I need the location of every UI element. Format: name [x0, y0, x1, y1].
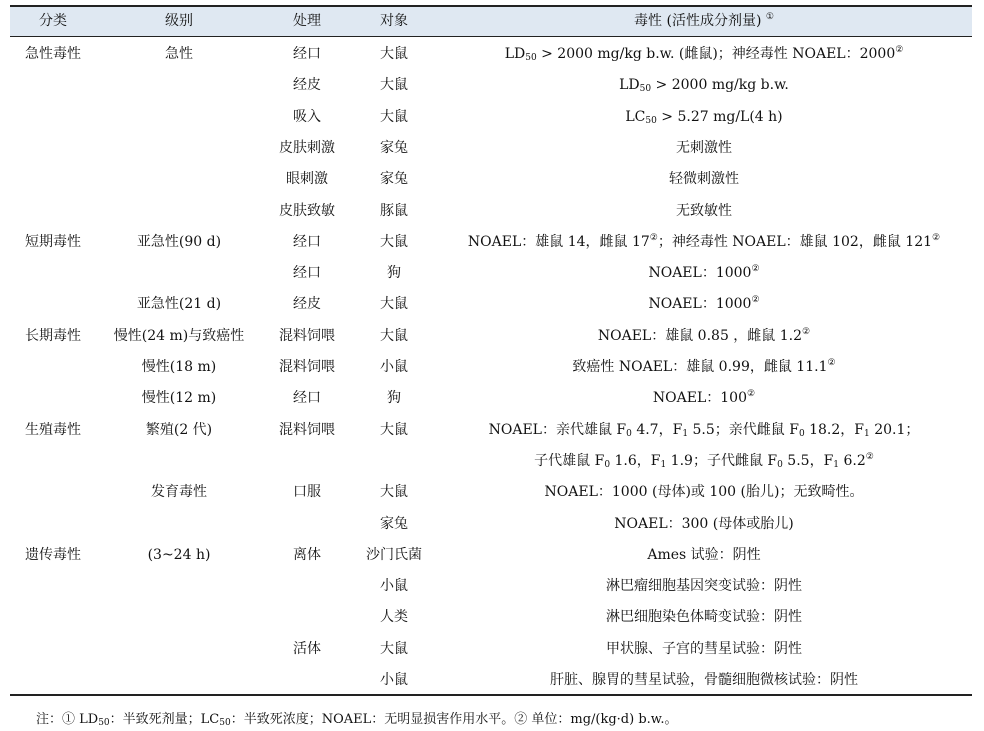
cell-toxicity: 肝脏、腺胃的彗星试验，骨髓细胞微核试验：阴性 [550, 672, 858, 688]
cell-subject: 人类 [380, 609, 408, 625]
table-top-rule [10, 5, 972, 7]
cell-treatment: 混料饲喂 [279, 422, 335, 438]
cell-treatment: 活体 [293, 641, 321, 657]
header-toxicity [436, 12, 972, 30]
cell-level: 亚急性(90 d) [136, 234, 222, 250]
cell-subject: 大鼠 [380, 328, 408, 344]
table-footnote: 注：① $LD_{50}$：半致死剂量；$LC_{50}$：半致死浓度；NOAEL：无明显损害作用水平。② 单位：mg/(kg·d) b.w.。 [36, 712, 678, 728]
cell-subject: 大鼠 [380, 77, 408, 93]
cell-treatment: 离体 [293, 547, 321, 563]
cell-subject: 大鼠 [380, 422, 408, 438]
cell-treatment: 皮肤致敏 [279, 203, 335, 219]
cell-subject: 大鼠 [380, 296, 408, 312]
cell-subject: 大鼠 [380, 484, 408, 500]
cell-subject: 大鼠 [380, 46, 408, 62]
cell-toxicity: 淋巴瘤细胞基因突变试验：阴性 [606, 578, 802, 594]
cell-subject: 大鼠 [380, 641, 408, 657]
header-subject: 对象 [380, 13, 408, 29]
cell-toxicity: NOAEL：300 (母体或胎儿) [614, 516, 794, 532]
cell-category: 急性毒性 [25, 46, 81, 62]
cell-toxicity: NOAEL：雄鼠 14，雌鼠 17②；神经毒性 NOAEL：雄鼠 102，雌鼠 121② [467, 233, 941, 250]
header-toxicity-label: 毒性 (活性成分剂量) [634, 13, 762, 29]
cell-level: 慢性(24 m)与致癌性 [113, 328, 245, 344]
cell-level: (3~24 h) [147, 547, 211, 563]
cell-toxicity: 无致敏性 [676, 203, 732, 219]
cell-subject: 家兔 [380, 516, 408, 532]
header-treatment: 处理 [293, 13, 321, 29]
cell-treatment: 皮肤刺激 [279, 140, 335, 156]
cell-level: 繁殖(2 代) [145, 422, 213, 438]
cell-subject: 小鼠 [380, 672, 408, 688]
cell-subject: 狗 [387, 265, 401, 281]
cell-level: 发育毒性 [151, 484, 207, 500]
cell-treatment: 混料饲喂 [279, 359, 335, 375]
cell-toxicity: NOAEL：1000 (母体)或 100 (胎儿)；无致畸性。 [544, 484, 864, 500]
cell-subject: 小鼠 [380, 578, 408, 594]
cell-level: 慢性(18 m) [141, 359, 217, 375]
cell-treatment: 口服 [293, 484, 321, 500]
cell-toxicity: 轻微刺激性 [669, 171, 739, 187]
cell-toxicity: NOAEL：雄鼠 0.85 ，雌鼠 1.2② [597, 327, 811, 344]
header-level: 级别 [165, 13, 193, 29]
header-footnote-mark: ① [765, 12, 774, 22]
header-category: 分类 [39, 13, 67, 29]
cell-treatment: 眼刺激 [286, 171, 328, 187]
cell-toxicity: $LD_{50} > 2000$ mg/kg b.w. (雌鼠)；神经毒性 NOAEL：2000② [504, 45, 904, 63]
cell-treatment: 经口 [293, 265, 321, 281]
cell-subject: 豚鼠 [380, 203, 408, 219]
cell-toxicity: NOAEL：1000② [648, 264, 760, 281]
cell-toxicity: $LC_{50} > 5.27$ mg/L(4 h) [625, 109, 783, 126]
cell-toxicity: NOAEL：1000② [648, 295, 760, 312]
cell-subject: 狗 [387, 390, 401, 406]
cell-treatment: 混料饲喂 [279, 328, 335, 344]
table-header-rule [10, 36, 972, 37]
cell-toxicity: 淋巴细胞染色体畸变试验：阴性 [606, 609, 802, 625]
cell-subject: 家兔 [380, 171, 408, 187]
cell-category: 长期毒性 [25, 328, 81, 344]
cell-subject: 家兔 [380, 140, 408, 156]
cell-category: 短期毒性 [25, 234, 81, 250]
cell-level: 急性 [165, 46, 193, 62]
table-bottom-rule [10, 694, 972, 696]
cell-toxicity: NOAEL：100② [652, 389, 756, 406]
cell-toxicity: NOAEL：亲代雄鼠 $F_0$ 4.7，$F_1$ 5.5；亲代雌鼠 $F_0$ 18.2，$F_1$ 20.1； [488, 422, 920, 439]
cell-subject: 小鼠 [380, 359, 408, 375]
cell-toxicity: 无刺激性 [676, 140, 732, 156]
cell-treatment: 经皮 [293, 296, 321, 312]
cell-toxicity: 子代雄鼠 $F_0$ 1.6，$F_1$ 1.9；子代雌鼠 $F_0$ 5.5，$F_1$ 6.2② [534, 452, 874, 470]
cell-treatment: 吸入 [293, 109, 321, 125]
cell-subject: 大鼠 [380, 234, 408, 250]
cell-treatment: 经口 [293, 234, 321, 250]
cell-treatment: 经口 [293, 390, 321, 406]
cell-subject: 沙门氏菌 [366, 547, 422, 563]
cell-toxicity: $LD_{50} > 2000$ mg/kg b.w. [619, 77, 789, 94]
cell-toxicity: 致癌性 NOAEL：雄鼠 0.99，雌鼠 11.1② [572, 358, 836, 375]
cell-category: 遗传毒性 [25, 547, 81, 563]
cell-level: 亚急性(21 d) [136, 296, 222, 312]
cell-treatment: 经皮 [293, 77, 321, 93]
cell-treatment: 经口 [293, 46, 321, 62]
cell-toxicity: Ames 试验：阴性 [647, 547, 761, 563]
cell-subject: 大鼠 [380, 109, 408, 125]
cell-category: 生殖毒性 [25, 422, 81, 438]
cell-level: 慢性(12 m) [141, 390, 217, 406]
cell-toxicity: 甲状腺、子宫的彗星试验：阴性 [606, 641, 802, 657]
